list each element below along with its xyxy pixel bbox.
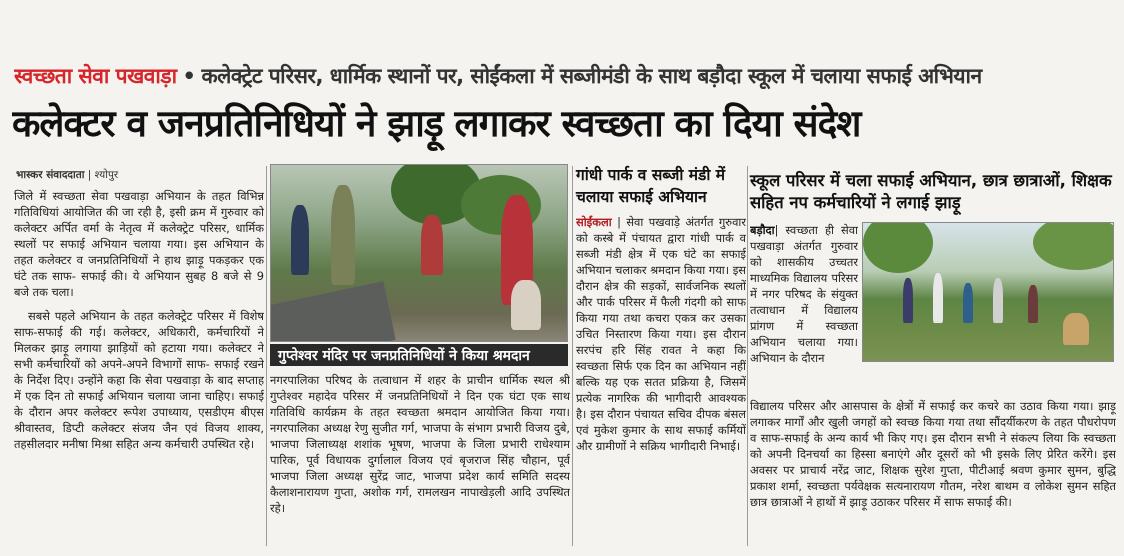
- headline: कलेक्टर व जनप्रतिनिधियों ने झाड़ू लगाकर स्वच्छता का दिया संदेश: [12, 101, 861, 145]
- school-text-part2: विद्यालय परिसर और आसपास के क्षेत्रों में सफाई कर कचरे का उठाव किया गया। झाड़ू लगाकर मार्गों और खुली जगहों को स्वच्छ किया गया तथा सौंदर्यीकरण के तहत पौधरोपण व साफ-सफाई के अन्य कार्य भी किए गए। इस दौरान सभी ने संकल्प लिया कि स्वच्छता को अपनी दिनचर्या का हिस्सा बनाएंगे और दूसरों को भी इसके लिए प्रेरित करेंगे। इस अवसर पर प्राचार्य नरेंद्र जाट, शिक्षक सुरेश गुप्ता, पीटीआई श्रवण कुमार सुमन, बुद्धि प्रकाश शर्मा, स्वच्छता पर्यवेक्षक सत्यनारायण गौतम, नरेश बाथम व लोकेश सुमन सहित छात्र छात्राओं ने हाथों में झाड़ू उठाकर परिसर में साफ सफाई की।: [750, 399, 1116, 509]
- article-column-3: [576, 214, 746, 550]
- kicker-bullet: •: [182, 64, 196, 88]
- byline-place: श्योपुर: [94, 169, 119, 181]
- school-text-part1: स्वच्छता ही सेवा पखवाड़ा अंतर्गत गुरुवार को शासकीय उच्चतर माध्यमिक विद्यालय परिसर में नगर परिषद के संयुक्त तत्वाधान में विद्यालय प्रांगण में स्वच्छता अभियान चलाया गया। अभियान के दौरान: [750, 223, 858, 365]
- dateline-sep: |: [617, 215, 621, 229]
- column-divider: [266, 166, 267, 546]
- kicker-text: कलेक्ट्रेट परिसर, धार्मिक स्थानों पर, सोईंकला में सब्जीमंडी के साथ बड़ौदा स्कूल में चलाया सफाई अभियान: [201, 64, 982, 88]
- article-paragraph-1: जिले में स्वच्छता सेवा पखवाड़ा अभियान के तहत विभिन्न गतिविधियां आयोजित की जा रही है, इसी क्रम में गुरुवार को कलेक्टर अर्पित वर्मा के नेतृत्व में कलेक्ट्रेट परिसर, धार्मिक स्थलों पर सफाई अभियान चलाया गया। इस अभियान के तहत कलेक्टर व जनप्रतिनिधियों ने हाथ झाड़ू पकड़कर एक घंटे तक साफ- सफाई की। ये अभियान सुबह 8 बजे से 9 बजे तक चला।: [14, 189, 264, 299]
- column-divider: [572, 166, 573, 546]
- dateline-sep: |: [774, 223, 779, 237]
- school-cleaning-photo: [862, 222, 1114, 362]
- article-column-1: [14, 188, 264, 548]
- gandhi-park-text: सेवा पखवाड़े अंतर्गत गुरुवार को कस्बे में पंचायत द्वारा गांधी पार्क व सब्जी मंडी क्षेत्र में एक घंटे का सफाई अभियान चलाकर श्रमदान किया गया। इस दौरान क्षेत्र की सड़कों, सार्वजनिक स्थलों और पार्क परिसर में फैली गंदगी को साफ किया गया तथा कचरा एकत्र कर उसका उचित निस्तारण किया गया। इस दौरान सरपंच हरि सिंह रावत ने कहा कि स्वच्छता सिर्फ एक दिन का अभियान नहीं बल्कि यह एक सतत प्रक्रिया है, जिसमें प्रत्येक नागरिक की भागीदारी आवश्यक है। इस दौरान पंचायत सचिव दीपक बंसल एवं मुकेश कुमार के साथ सफाई कर्मियों और ग्रामीणों ने सक्रिय भागीदारी निभाई।: [576, 215, 746, 453]
- article-column-4b: [750, 398, 1116, 548]
- temple-cleaning-photo: [270, 164, 568, 342]
- article-column-2: [270, 372, 570, 550]
- article-column-4a: [750, 222, 858, 398]
- subhead-gandhi-park: गांधी पार्क व सब्जी मंडी में चलाया सफाई अभियान: [576, 166, 726, 206]
- kicker-line: [14, 62, 1114, 94]
- dateline-place: सोईंकला: [576, 215, 612, 229]
- temple-article-text: नगरपालिका परिषद के तत्वाधान में शहर के प्राचीन धार्मिक स्थल श्री गुप्तेश्वर महादेव परिसर में जनप्रतिनिधियों ने दिन एक घंटा एक साथ गतिविधि कार्यक्रम के तहत स्वच्छता श्रमदान आयोजित किया गया। नगरपालिका अध्यक्ष रेणु सुजीत गर्ग, भाजपा के संभाग प्रभारी विजय दुबे, भाजपा जिलाध्यक्ष शशांक भूषण, भाजपा के जिला प्रभारी राधेश्याम पारिक, पूर्व विधायक दुर्गालाल विजय एवं बृजराज सिंह चौहान, पूर्व भाजपा जिला अध्यक्ष सुरेंद्र जाट, भाजपा प्रदेश कार्य समिति सदस्य कैलाशनारायण गुप्ता, अशोक गर्ग, रामलखन नापाखेड़ली आदि उपस्थित रहे।: [270, 373, 570, 515]
- byline: [16, 168, 118, 182]
- article-paragraph-2: सबसे पहले अभियान के तहत कलेक्ट्रेट परिसर में विशेष साफ-सफाई की गई। कलेक्टर, अधिकारी, कर्मचारियों ने मिलकर झाड़ू लगाया झाड़ियों को हटाया गया। कलेक्टर ने सभी कर्मचारियों को अपने-अपने विभागों साफ- सफाई रखने के निर्देश दिए। उन्होंने कहा कि सेवा पखवाड़ा के बाद सप्ताह में एक दिन तो सफाई अभियान चलाया जाना चाहिए। सफाई के दौरान अपर कलेक्टर रूपेश उपाध्याय, एसडीएम बीएस श्रीवास्तव, डिप्टी कलेक्टर संजय जैन एवं विजय शाक्य, तहसीलदार मनीषा मिश्रा सहित अन्य कर्मचारी उपस्थित रहे।: [14, 309, 264, 451]
- kicker-label: स्वच्छता सेवा पखवाड़ा: [14, 64, 177, 88]
- byline-source: भास्कर संवाददाता: [16, 169, 85, 181]
- byline-sep: |: [87, 169, 92, 181]
- photo-caption: गुप्तेश्वर मंदिर पर जनप्रतिनिधियों ने किया श्रमदान: [270, 344, 568, 366]
- dateline-place: बड़ौदा: [750, 223, 775, 237]
- column-divider: [747, 166, 748, 546]
- subhead-school: स्कूल परिसर में चला सफाई अभियान, छात्र छात्राओं, शिक्षक सहित नप कर्मचारियों ने लगाई झाड़ू: [750, 171, 1112, 212]
